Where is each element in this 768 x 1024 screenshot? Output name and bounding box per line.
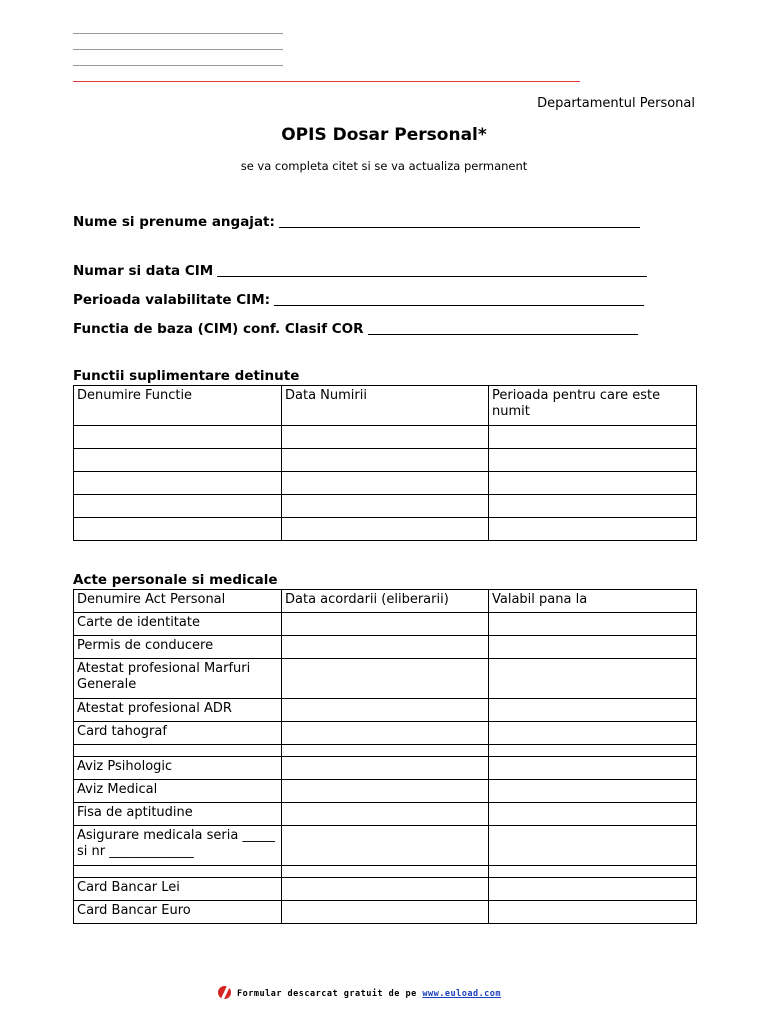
header-cell: Valabil pana la xyxy=(489,590,697,613)
table-cell[interactable] xyxy=(489,803,697,826)
table-cell[interactable] xyxy=(282,866,489,878)
row-label: Aviz Medical xyxy=(74,780,282,803)
function-input[interactable] xyxy=(368,320,638,335)
table-cell[interactable] xyxy=(489,659,697,699)
table-row xyxy=(74,757,697,780)
page-title: OPIS Dosar Personal* xyxy=(281,125,487,145)
table-cell[interactable] xyxy=(282,803,489,826)
table-row xyxy=(74,472,697,495)
table-row xyxy=(74,745,697,757)
table-row xyxy=(74,518,697,541)
row-label: Aviz Psihologic xyxy=(74,757,282,780)
table-cell[interactable] xyxy=(282,901,489,924)
table-cell[interactable] xyxy=(489,878,697,901)
row-label: Fisa de aptitudine xyxy=(74,803,282,826)
table-cell[interactable] xyxy=(282,518,489,541)
row-label: Atestat profesional ADR xyxy=(74,699,282,722)
header-cell: Denumire Functie xyxy=(74,386,282,426)
employee-name-field xyxy=(73,213,640,230)
table-cell[interactable] xyxy=(282,472,489,495)
table-cell[interactable] xyxy=(282,495,489,518)
row-label: Atestat profesional Marfuri Generale xyxy=(74,659,282,699)
row-label: Card tahograf xyxy=(74,722,282,745)
table-cell[interactable] xyxy=(489,745,697,757)
header-cell: Data Numirii xyxy=(282,386,489,426)
header-red-line xyxy=(73,81,580,82)
table-cell[interactable] xyxy=(489,757,697,780)
row-label: Card Bancar Euro xyxy=(74,901,282,924)
row-label: Card Bancar Lei xyxy=(74,878,282,901)
table-row xyxy=(74,803,697,826)
table-cell[interactable] xyxy=(489,449,697,472)
table-row xyxy=(74,613,697,636)
row-label: Carte de identitate xyxy=(74,613,282,636)
table-cell[interactable] xyxy=(74,426,282,449)
header-line-1 xyxy=(73,33,283,34)
functions-section-title: Functii suplimentare detinute xyxy=(73,368,300,384)
department-label: Departamentul Personal xyxy=(537,96,695,111)
table-cell[interactable] xyxy=(74,518,282,541)
functions-table xyxy=(73,385,697,541)
table-header-row xyxy=(74,590,697,613)
table-row xyxy=(74,901,697,924)
footer xyxy=(218,986,501,999)
row-label: Asigurare medicala seria _____ si nr _____________ xyxy=(74,826,282,866)
table-cell[interactable] xyxy=(282,722,489,745)
table-cell[interactable] xyxy=(489,613,697,636)
table-cell[interactable] xyxy=(74,495,282,518)
function-label: Functia de baza (CIM) conf. Clasif COR xyxy=(73,321,364,337)
table-row xyxy=(74,495,697,518)
table-cell[interactable] xyxy=(489,780,697,803)
validity-label: Perioada valabilitate CIM: xyxy=(73,292,271,308)
table-row xyxy=(74,449,697,472)
table-cell[interactable] xyxy=(489,426,697,449)
validity-field xyxy=(73,291,644,308)
row-label: Permis de conducere xyxy=(74,636,282,659)
table-row xyxy=(74,780,697,803)
documents-table xyxy=(73,589,697,924)
table-cell[interactable] xyxy=(282,659,489,699)
table-cell[interactable] xyxy=(489,901,697,924)
table-row xyxy=(74,826,697,866)
header-line-3 xyxy=(73,65,283,66)
table-cell[interactable] xyxy=(282,636,489,659)
table-header-row xyxy=(74,386,697,426)
employee-name-label: Nume si prenume angajat: xyxy=(73,214,275,230)
page-subtitle: se va completa citet si se va actualiza permanent xyxy=(240,159,528,173)
table-cell[interactable] xyxy=(489,495,697,518)
table-row xyxy=(74,866,697,878)
header-cell: Data acordarii (eliberarii) xyxy=(282,590,489,613)
cim-input[interactable] xyxy=(217,262,647,277)
documents-section-title: Acte personale si medicale xyxy=(73,572,278,588)
validity-input[interactable] xyxy=(274,291,644,306)
table-cell[interactable] xyxy=(74,449,282,472)
table-cell[interactable] xyxy=(282,426,489,449)
table-cell[interactable] xyxy=(282,699,489,722)
table-cell[interactable] xyxy=(282,826,489,866)
table-cell[interactable] xyxy=(489,636,697,659)
employee-name-input[interactable] xyxy=(279,213,640,228)
cim-label: Numar si data CIM xyxy=(73,263,214,279)
table-cell[interactable] xyxy=(282,878,489,901)
table-cell[interactable] xyxy=(489,518,697,541)
table-row xyxy=(74,878,697,901)
function-field xyxy=(73,320,638,337)
table-row xyxy=(74,426,697,449)
footer-link[interactable]: www.euload.com xyxy=(422,989,502,999)
table-row xyxy=(74,659,697,699)
row-label xyxy=(74,866,282,878)
table-cell[interactable] xyxy=(489,472,697,495)
table-cell[interactable] xyxy=(282,613,489,636)
table-row xyxy=(74,636,697,659)
table-cell[interactable] xyxy=(489,866,697,878)
euload-logo-icon xyxy=(218,986,231,999)
table-cell[interactable] xyxy=(489,826,697,866)
table-cell[interactable] xyxy=(282,780,489,803)
table-row xyxy=(74,699,697,722)
header-line-2 xyxy=(73,49,283,50)
table-cell[interactable] xyxy=(489,699,697,722)
table-cell[interactable] xyxy=(74,472,282,495)
cim-field xyxy=(73,262,647,279)
footer-text: Formular descarcat gratuit de pe xyxy=(237,989,417,999)
header-cell: Denumire Act Personal xyxy=(74,590,282,613)
table-cell[interactable] xyxy=(282,757,489,780)
table-row xyxy=(74,722,697,745)
table-cell[interactable] xyxy=(489,722,697,745)
row-label xyxy=(74,745,282,757)
table-cell[interactable] xyxy=(282,745,489,757)
header-cell: Perioada pentru care este numit xyxy=(489,386,697,426)
table-cell[interactable] xyxy=(282,449,489,472)
